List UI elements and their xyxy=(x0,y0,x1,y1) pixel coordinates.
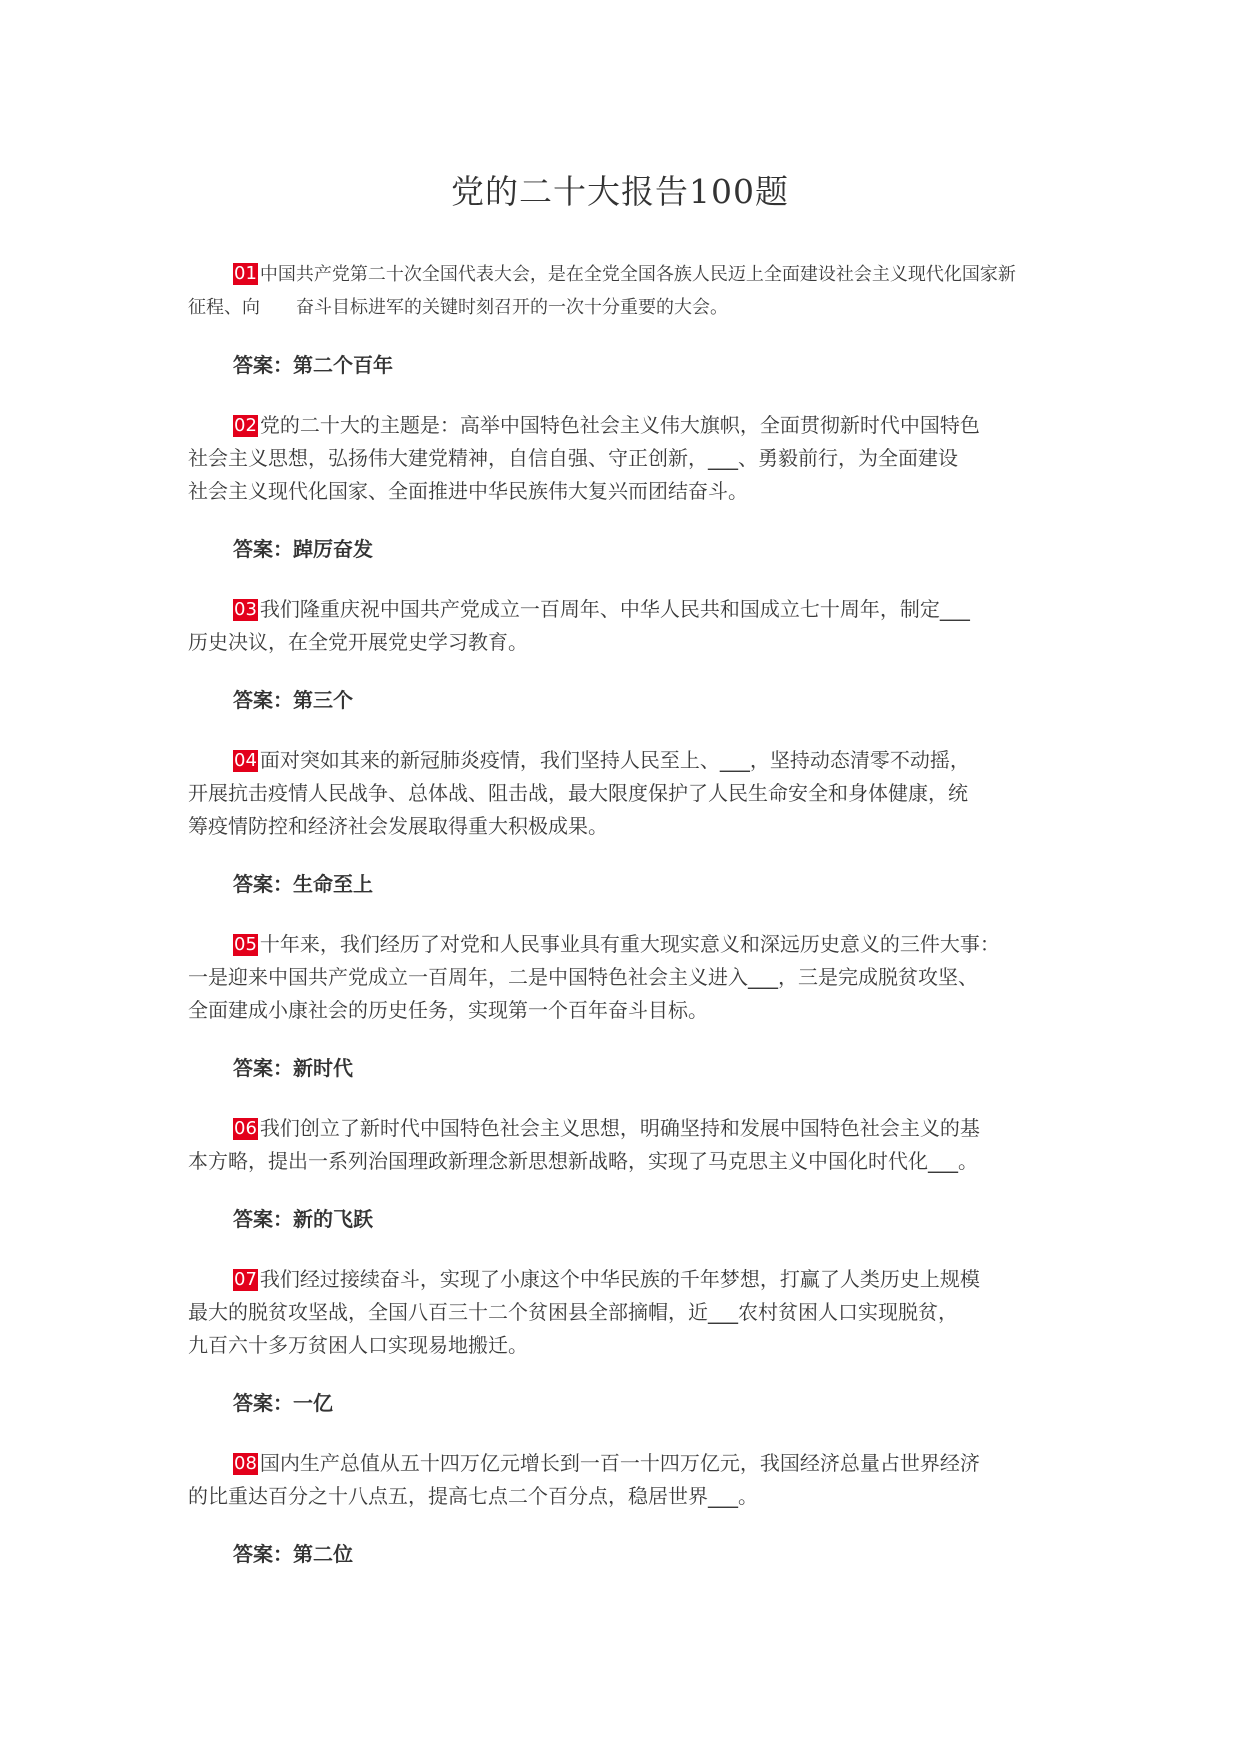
page-title: 党的二十大报告100题 xyxy=(451,172,789,211)
question-text xyxy=(188,744,1050,843)
qa-item xyxy=(188,593,1050,715)
question-line xyxy=(188,409,1050,442)
question-line: 全面建成小康社会的历史任务，实现第一个百年奋斗目标。 xyxy=(188,998,708,1022)
answer-text: 新的飞跃 xyxy=(293,1207,373,1231)
question-number-badge: 06 xyxy=(234,1118,257,1139)
question-line-text: 面对突如其来的新冠肺炎疫情，我们坚持人民至上、___，坚持动态清零不动摇， xyxy=(259,748,970,772)
question-text xyxy=(188,1112,1050,1178)
answer-prefix: 答案： xyxy=(233,537,293,561)
qa-item xyxy=(188,1447,1050,1569)
question-number-badge: 05 xyxy=(234,934,257,955)
question-line: 最大的脱贫攻坚战，全国八百三十二个贫困县全部摘帽，近___农村贫困人口实现脱贫， xyxy=(188,1300,958,1324)
question-line-text: 十年来，我们经历了对党和人民事业具有重大现实意义和深远历史意义的三件大事： xyxy=(259,932,1000,956)
question-number-badge: 01 xyxy=(234,263,257,284)
question-line-text: 中国共产党第二十次全国代表大会，是在全党全国各族人民迈上全面建设社会主义现代化国家新 xyxy=(259,264,1016,285)
question-text xyxy=(188,593,1050,659)
answer-line xyxy=(188,1053,1050,1083)
question-line: 的比重达百分之十八点五，提高七点二个百分点，稳居世界___。 xyxy=(188,1484,758,1508)
question-line: 筹疫情防控和经济社会发展取得重大积极成果。 xyxy=(188,814,608,838)
question-line: 一是迎来中国共产党成立一百周年，二是中国特色社会主义进入___，三是完成脱贫攻坚、 xyxy=(188,965,978,989)
question-line: 本方略，提出一系列治国理政新理念新思想新战略，实现了马克思主义中国化时代化___。 xyxy=(188,1149,978,1173)
question-line-text: 国内生产总值从五十四万亿元增长到一百一十四万亿元，我国经济总量占世界经济 xyxy=(259,1451,980,1475)
question-text xyxy=(188,409,1050,508)
answer-line xyxy=(188,534,1050,564)
question-line: 开展抗击疫情人民战争、总体战、阻击战，最大限度保护了人民生命安全和身体健康，统 xyxy=(188,781,968,805)
answer-line xyxy=(188,685,1050,715)
question-line xyxy=(188,1263,1050,1296)
question-number-badge: 02 xyxy=(234,415,257,436)
answer-prefix: 答案： xyxy=(233,1207,293,1231)
question-text xyxy=(188,928,1050,1027)
question-line-text: 我们经过接续奋斗，实现了小康这个中华民族的千年梦想，打赢了人类历史上规模 xyxy=(259,1267,980,1291)
answer-prefix: 答案： xyxy=(233,1542,293,1566)
qa-item xyxy=(188,409,1050,564)
answer-text: 一亿 xyxy=(293,1391,333,1415)
question-number-badge: 04 xyxy=(234,750,257,771)
qa-item xyxy=(188,1112,1050,1234)
question-line-text: 我们隆重庆祝中国共产党成立一百周年、中华人民共和国成立七十周年，制定___ xyxy=(259,597,970,621)
question-line xyxy=(188,744,1050,777)
qa-item xyxy=(188,1263,1050,1418)
answer-text: 第二个百年 xyxy=(293,353,393,377)
answer-text: 生命至上 xyxy=(293,872,373,896)
answer-text: 第二位 xyxy=(293,1542,353,1566)
question-text xyxy=(188,258,1050,324)
question-text xyxy=(188,1447,1050,1513)
question-line xyxy=(188,258,1050,291)
answer-line xyxy=(188,869,1050,899)
question-line: 社会主义思想，弘扬伟大建党精神，自信自强、守正创新，___、勇毅前行，为全面建设 xyxy=(188,446,958,470)
question-line-text: 我们创立了新时代中国特色社会主义思想，明确坚持和发展中国特色社会主义的基 xyxy=(259,1116,980,1140)
question-line xyxy=(188,928,1050,961)
answer-prefix: 答案： xyxy=(233,353,293,377)
qa-item xyxy=(188,258,1050,380)
question-line xyxy=(188,1447,1050,1480)
answer-prefix: 答案： xyxy=(233,1391,293,1415)
qa-item xyxy=(188,744,1050,899)
answer-prefix: 答案： xyxy=(233,872,293,896)
question-text xyxy=(188,1263,1050,1362)
answer-line xyxy=(188,1539,1050,1569)
question-line: 征程、向 奋斗目标进军的关键时刻召开的一次十分重要的大会。 xyxy=(188,297,728,318)
question-line-text: 党的二十大的主题是：高举中国特色社会主义伟大旗帜，全面贯彻新时代中国特色 xyxy=(259,413,980,437)
answer-line xyxy=(188,1388,1050,1418)
question-number-badge: 03 xyxy=(234,599,257,620)
question-line: 九百六十多万贫困人口实现易地搬迁。 xyxy=(188,1333,528,1357)
qa-item xyxy=(188,928,1050,1083)
question-number-badge: 07 xyxy=(234,1269,257,1290)
answer-line xyxy=(188,1204,1050,1234)
question-line xyxy=(188,1112,1050,1145)
answer-text: 新时代 xyxy=(293,1056,353,1080)
question-line: 社会主义现代化国家、全面推进中华民族伟大复兴而团结奋斗。 xyxy=(188,479,748,503)
question-number-badge: 08 xyxy=(234,1453,257,1474)
question-line xyxy=(188,593,1050,626)
question-line: 历史决议，在全党开展党史学习教育。 xyxy=(188,630,528,654)
answer-line xyxy=(188,350,1050,380)
answer-text: 第三个 xyxy=(293,688,353,712)
question-list xyxy=(188,258,1050,1598)
answer-text: 踔厉奋发 xyxy=(293,537,373,561)
answer-prefix: 答案： xyxy=(233,688,293,712)
answer-prefix: 答案： xyxy=(233,1056,293,1080)
